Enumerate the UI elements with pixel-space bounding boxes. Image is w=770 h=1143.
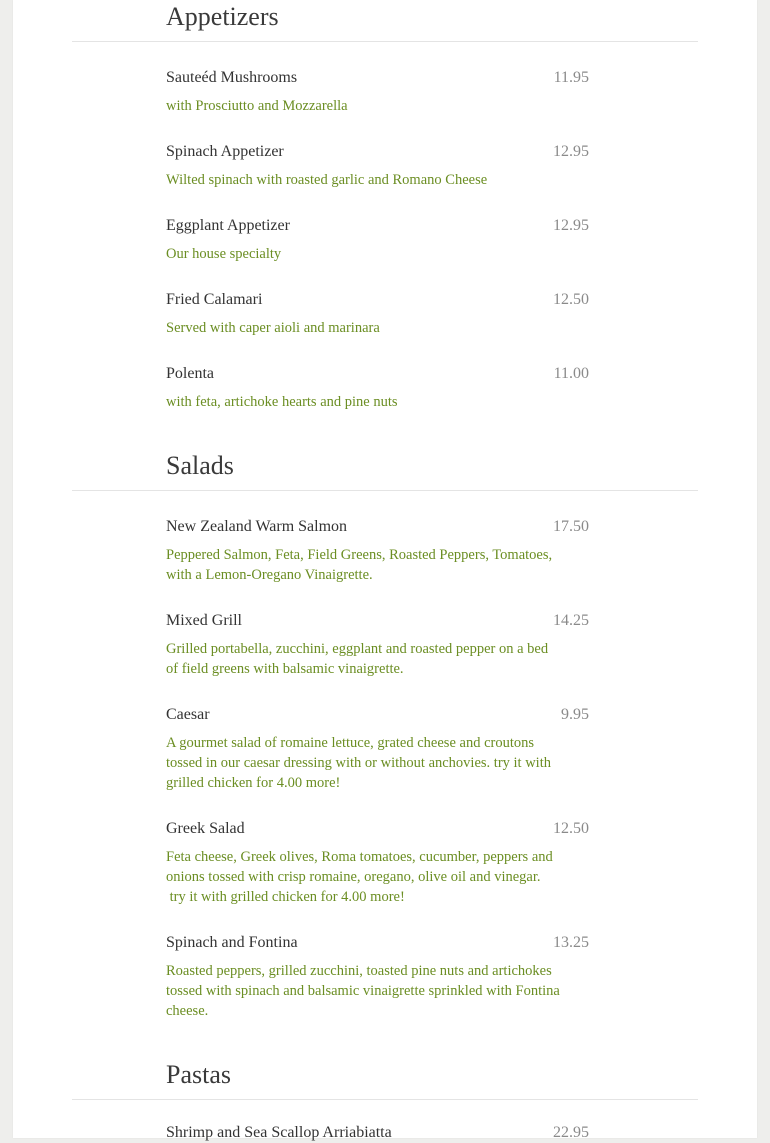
menu-page (13, 0, 757, 1141)
item-name: Sauteéd Mushrooms (166, 69, 298, 86)
item-name: Shrimp and Sea Scallop Arriabiatta (166, 1124, 392, 1141)
item-price: 12.50 (553, 291, 589, 308)
item-name: Polenta (166, 365, 214, 382)
section-divider (72, 490, 698, 491)
item-price: 11.00 (553, 365, 589, 382)
item-name: Eggplant Appetizer (166, 217, 290, 234)
item-name: Spinach and Fontina (166, 934, 298, 951)
item-price: 13.25 (553, 934, 589, 951)
item-name: Fried Calamari (166, 291, 263, 308)
section-divider (72, 1099, 698, 1100)
section-title-salads: Salads (166, 451, 234, 480)
item-description: Roasted peppers, grilled zucchini, toasted pine nuts and artichokes tossed with spinach and balsamic vinaigrette sprinkled with Fontina cheese. (166, 963, 560, 1019)
item-name: New Zealand Warm Salmon (166, 518, 348, 535)
item-description: Peppered Salmon, Feta, Field Greens, Roasted Peppers, Tomatoes, with a Lemon-Oregano Vinaigrette. (166, 547, 553, 583)
item-description: Our house specialty (166, 246, 282, 262)
item-description: A gourmet salad of romaine lettuce, grated cheese and croutons tossed in our caesar dressing with or without anchovies. try it with grilled chicken for 4.00 more! (166, 735, 551, 791)
item-description: Served with caper aioli and marinara (166, 320, 380, 336)
item-description: with feta, artichoke hearts and pine nuts (166, 394, 398, 410)
section-title-appetizers: Appetizers (166, 2, 279, 31)
item-price: 11.95 (553, 69, 589, 86)
item-price: 12.95 (553, 143, 589, 160)
item-description: Grilled portabella, zucchini, eggplant and roasted pepper on a bed of field greens with balsamic vinaigrette. (166, 641, 549, 677)
item-description: Feta cheese, Greek olives, Roma tomatoes, cucumber, peppers and onions tossed with crisp romaine, oregano, olive oil and vinegar. try it with grilled chicken for 4.00 more! (166, 849, 553, 905)
item-price: 12.95 (553, 217, 589, 234)
item-name: Mixed Grill (166, 612, 242, 629)
item-price: 9.95 (561, 706, 589, 723)
item-price: 14.25 (553, 612, 589, 629)
item-description: with Prosciutto and Mozzarella (166, 98, 348, 114)
item-name: Spinach Appetizer (166, 143, 284, 160)
item-price: 12.50 (553, 820, 589, 837)
item-description: Wilted spinach with roasted garlic and Romano Cheese (166, 172, 488, 188)
item-price: 17.50 (553, 518, 589, 535)
item-name: Caesar (166, 706, 210, 723)
section-divider (72, 41, 698, 42)
item-name: Greek Salad (166, 820, 245, 837)
section-title-pastas: Pastas (166, 1060, 231, 1089)
item-price: 22.95 (553, 1124, 589, 1141)
